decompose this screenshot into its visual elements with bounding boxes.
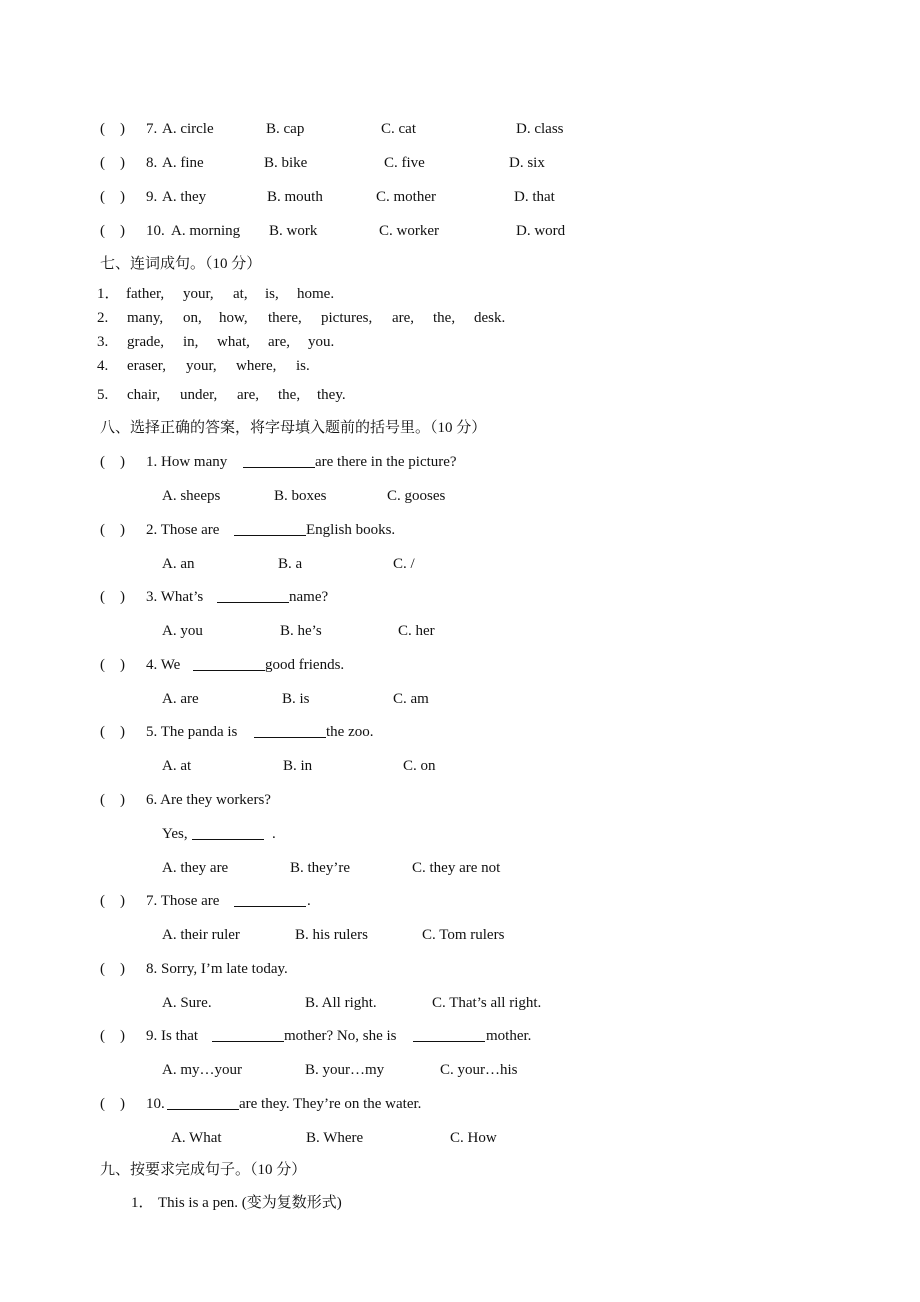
- question-stem: 3. What’s: [146, 589, 204, 605]
- question-stem: 1. How many: [146, 454, 228, 470]
- option-a: A. Sure.: [162, 995, 212, 1011]
- option-a: A. they: [162, 189, 207, 205]
- option-b: B. boxes: [274, 488, 327, 504]
- question-stem: 8. Sorry, I’m late today.: [146, 961, 288, 977]
- question-stem: 5. The panda is: [146, 724, 238, 740]
- option-b: B. your…my: [305, 1062, 385, 1078]
- option-b: B. cap: [266, 121, 305, 137]
- option-a: A. morning: [171, 223, 241, 239]
- answer-bracket[interactable]: ( ): [100, 724, 125, 740]
- answer-bracket[interactable]: ( ): [100, 121, 125, 137]
- word: father,: [126, 286, 165, 302]
- answer-bracket[interactable]: ( ): [100, 1096, 125, 1112]
- response-prompt: Yes,: [162, 826, 188, 842]
- word: you.: [308, 334, 335, 350]
- question-number: 10.: [146, 223, 165, 239]
- question-stem-middle: mother? No, she is: [284, 1028, 397, 1044]
- word: what,: [217, 334, 250, 350]
- question-stem-end: are they. They’re on the water.: [239, 1096, 422, 1112]
- answer-bracket[interactable]: ( ): [100, 522, 125, 538]
- answer-bracket[interactable]: ( ): [100, 893, 125, 909]
- option-a: A. at: [162, 758, 192, 774]
- question-stem-end: the zoo.: [326, 724, 374, 740]
- question-stem-end: English books.: [306, 522, 396, 538]
- option-c: C. worker: [379, 223, 439, 239]
- word: are,: [237, 387, 260, 403]
- option-b: B. work: [269, 223, 318, 239]
- option-a: A. sheeps: [162, 488, 221, 504]
- option-d: D. word: [516, 223, 566, 239]
- word: eraser,: [127, 358, 166, 374]
- option-a: A. my…your: [162, 1062, 242, 1078]
- question-number: 8.: [146, 155, 158, 171]
- question-stem-end: name?: [289, 589, 329, 605]
- option-a: A. are: [162, 691, 199, 707]
- option-c: C. /: [393, 556, 415, 572]
- option-c: C. That’s all right.: [432, 995, 542, 1011]
- word: where,: [236, 358, 277, 374]
- option-c: C. Tom rulers: [422, 927, 505, 943]
- option-d: D. six: [509, 155, 545, 171]
- word: how,: [219, 310, 248, 326]
- section-7-title: 七、连词成句。（10 分）: [100, 256, 262, 272]
- answer-blank[interactable]: [234, 521, 306, 536]
- answer-bracket[interactable]: ( ): [100, 189, 125, 205]
- question-number: 7.: [146, 121, 158, 137]
- question-stem: 10.: [146, 1096, 165, 1112]
- word: desk.: [474, 310, 506, 326]
- answer-bracket[interactable]: ( ): [100, 792, 125, 808]
- word: home.: [297, 286, 335, 302]
- option-c: C. her: [398, 623, 435, 639]
- answer-blank[interactable]: [234, 892, 306, 907]
- option-a: A. you: [162, 623, 203, 639]
- word: under,: [180, 387, 218, 403]
- item-number: 4.: [97, 358, 109, 374]
- question-stem-end: mother.: [486, 1028, 532, 1044]
- option-b: B. they’re: [290, 860, 350, 876]
- word: grade,: [127, 334, 165, 350]
- answer-blank[interactable]: [254, 723, 326, 738]
- question-stem: 2. Those are: [146, 522, 220, 538]
- option-b: B. in: [283, 758, 313, 774]
- answer-bracket[interactable]: ( ): [100, 1028, 125, 1044]
- item-number: 1．: [97, 286, 120, 302]
- word: chair,: [127, 387, 161, 403]
- option-d: D. class: [516, 121, 564, 137]
- option-a: A. What: [171, 1130, 222, 1146]
- option-d: D. that: [514, 189, 555, 205]
- answer-bracket[interactable]: ( ): [100, 589, 125, 605]
- question-stem: 6. Are they workers?: [146, 792, 271, 808]
- answer-blank[interactable]: [192, 825, 264, 840]
- answer-bracket[interactable]: ( ): [100, 454, 125, 470]
- item-number: 2.: [97, 310, 109, 326]
- word: is.: [296, 358, 310, 374]
- answer-bracket[interactable]: ( ): [100, 155, 125, 171]
- question-stem-end: are there in the picture?: [315, 454, 457, 470]
- word: there,: [268, 310, 302, 326]
- question-stem: 7. Those are: [146, 893, 220, 909]
- question-stem-end: good friends.: [265, 657, 345, 673]
- option-c: C. your…his: [440, 1062, 518, 1078]
- question-text: This is a pen. (变为复数形式): [158, 1195, 342, 1211]
- option-c: C. five: [384, 155, 425, 171]
- word: are,: [268, 334, 291, 350]
- question-stem: 4. We: [146, 657, 181, 673]
- option-b: B. bike: [264, 155, 308, 171]
- word: your,: [186, 358, 217, 374]
- option-b: B. he’s: [280, 623, 322, 639]
- word: your,: [183, 286, 214, 302]
- word: are,: [392, 310, 415, 326]
- response-end: .: [272, 826, 276, 842]
- word: at,: [233, 286, 248, 302]
- answer-bracket[interactable]: ( ): [100, 657, 125, 673]
- question-stem-end: .: [307, 893, 311, 909]
- word: many,: [127, 310, 164, 326]
- option-a: A. an: [162, 556, 195, 572]
- option-b: B. All right.: [305, 995, 377, 1011]
- question-stem: 9. Is that: [146, 1028, 199, 1044]
- word: the,: [278, 387, 301, 403]
- option-c: C. gooses: [387, 488, 446, 504]
- word: they.: [317, 387, 346, 403]
- option-c: C. cat: [381, 121, 416, 137]
- word: in,: [183, 334, 199, 350]
- answer-blank[interactable]: [212, 1027, 284, 1042]
- answer-blank[interactable]: [413, 1027, 485, 1042]
- option-b: B. his rulers: [295, 927, 368, 943]
- word: is,: [265, 286, 279, 302]
- word: on,: [183, 310, 202, 326]
- option-b: B. mouth: [267, 189, 323, 205]
- option-a: A. circle: [162, 121, 214, 137]
- answer-bracket[interactable]: ( ): [100, 961, 125, 977]
- option-c: C. mother: [376, 189, 436, 205]
- item-number: 5.: [97, 387, 109, 403]
- option-c: C. they are not: [412, 860, 501, 876]
- answer-blank[interactable]: [167, 1095, 239, 1110]
- section-8-title: 八、选择正确的答案，将字母填入题前的括号里。（10 分）: [100, 420, 487, 436]
- section-9-title: 九、按要求完成句子。（10 分）: [100, 1162, 307, 1178]
- answer-blank[interactable]: [217, 588, 289, 603]
- option-a: A. fine: [162, 155, 204, 171]
- answer-bracket[interactable]: ( ): [100, 223, 125, 239]
- question-number: 9.: [146, 189, 158, 205]
- item-number: 3.: [97, 334, 109, 350]
- word: the,: [433, 310, 456, 326]
- word: pictures,: [321, 310, 373, 326]
- option-b: B. is: [282, 691, 310, 707]
- option-b: B. Where: [306, 1130, 364, 1146]
- option-c: C. How: [450, 1130, 497, 1146]
- option-c: C. on: [403, 758, 436, 774]
- answer-blank[interactable]: [193, 656, 265, 671]
- option-a: A. they are: [162, 860, 229, 876]
- option-c: C. am: [393, 691, 429, 707]
- answer-blank[interactable]: [243, 453, 315, 468]
- option-b: B. a: [278, 556, 303, 572]
- option-a: A. their ruler: [162, 927, 240, 943]
- item-number: 1．: [131, 1195, 154, 1211]
